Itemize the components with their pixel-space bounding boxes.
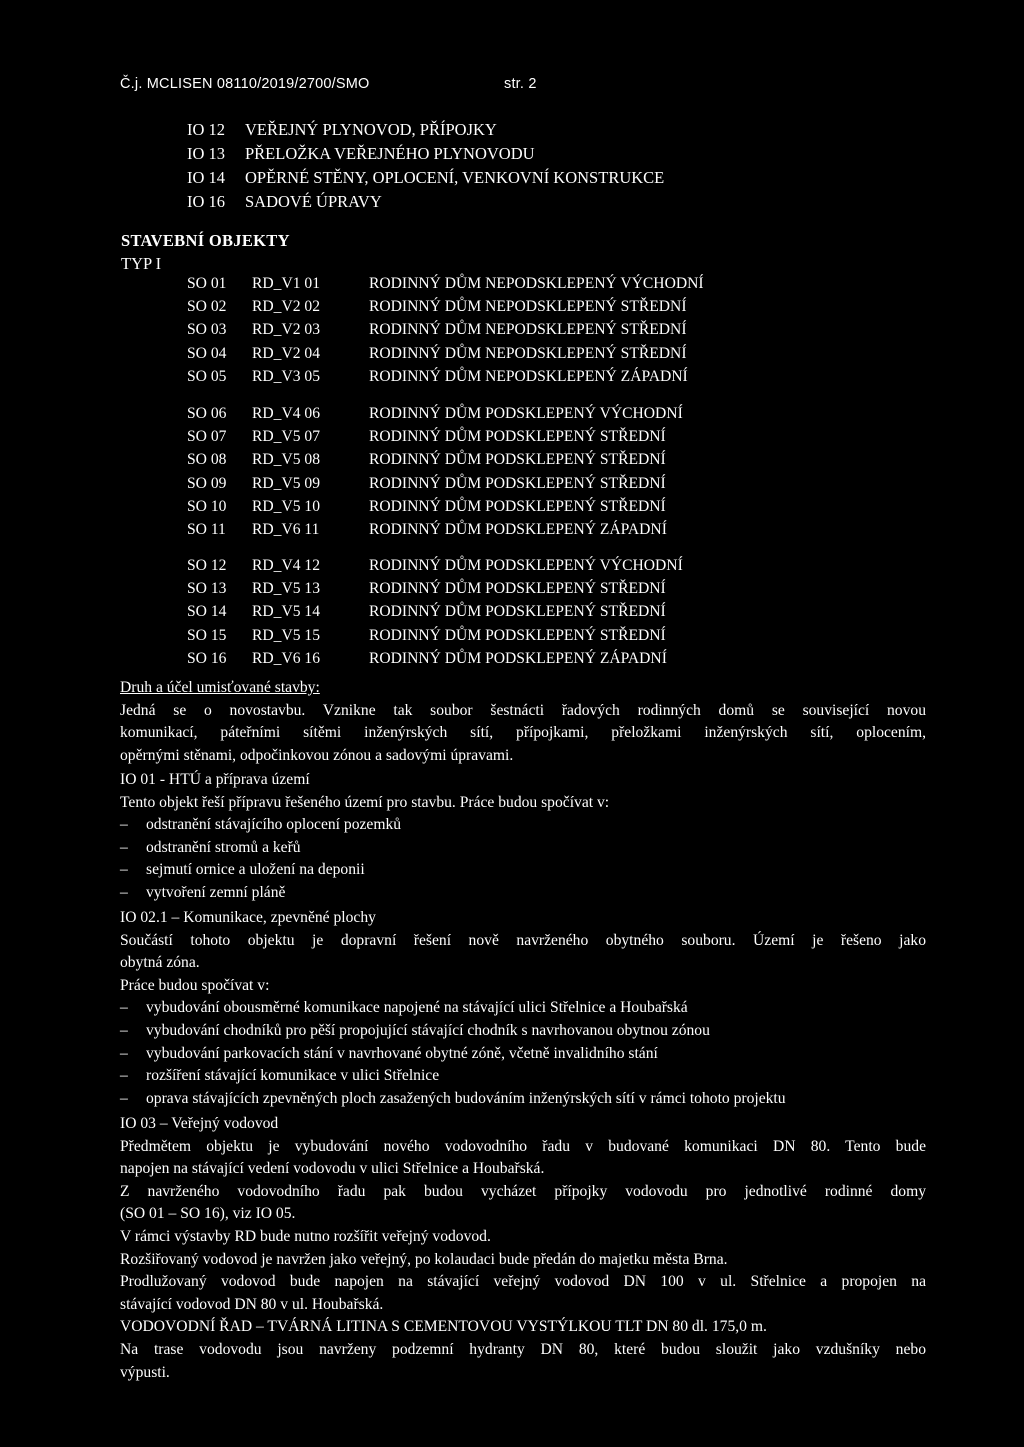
so-code: SO 16 — [187, 649, 227, 667]
io02-heading: IO 02.1 – Komunikace, zpevněné plochy — [120, 909, 376, 926]
io-row — [187, 142, 664, 166]
rd-code: RD_V6 16 — [252, 649, 321, 667]
section-io02 — [120, 907, 926, 1110]
io-code: IO 16 — [187, 192, 226, 211]
so-code: SO 02 — [187, 298, 227, 316]
rd-code: RD_V3 05 — [252, 367, 321, 385]
so-name: RODINNÝ DŮM NEPODSKLEPENÝ ZÁPADNÍ — [369, 367, 688, 385]
so-row — [187, 402, 683, 425]
so-code: SO 10 — [187, 497, 227, 515]
io-list-top — [187, 118, 664, 214]
rd-code: RD_V2 02 — [252, 298, 321, 316]
so-code: SO 09 — [187, 474, 227, 492]
io-name: PŘELOŽKA VEŘEJNÉHO PLYNOVODU — [245, 144, 535, 163]
page-number: str. 2 — [504, 76, 537, 92]
io-code: IO 12 — [187, 120, 226, 139]
paragraph-line: obytná zóna. — [120, 954, 200, 972]
so-row — [187, 342, 704, 365]
so-name: RODINNÝ DŮM PODSKLEPENÝ STŘEDNÍ — [369, 428, 666, 446]
so-row — [187, 600, 683, 623]
so-row — [187, 554, 683, 577]
io01-intro: Tento objekt řeší přípravu řešeného území pro stavbu. Práce budou spočívat v: — [120, 793, 610, 811]
rd-code: RD_V5 15 — [252, 626, 321, 644]
so-row — [187, 318, 704, 341]
io03-heading: IO 03 – Veřejný vodovod — [120, 1115, 279, 1132]
rd-code: RD_V6 11 — [252, 521, 320, 539]
so-name: RODINNÝ DŮM PODSKLEPENÝ VÝCHODNÍ — [369, 557, 683, 574]
so-row — [187, 495, 683, 518]
paragraph-line: Na trase vodovodu jsou navrženy podzemní hydranty DN 80, které budou sloužit jako vzdušníky nebo — [120, 1340, 926, 1358]
io-row — [187, 118, 664, 142]
so-name: RODINNÝ DŮM NEPODSKLEPENÝ STŘEDNÍ — [369, 298, 687, 316]
paragraph-line: V rámci výstavby RD bude nutno rozšířit veřejný vodovod. — [120, 1227, 491, 1245]
so-code: SO 13 — [187, 580, 227, 598]
so-group-1 — [187, 272, 704, 388]
so-code: SO 14 — [187, 603, 227, 621]
paragraph-line: Jedná se o novostavbu. Vznikne tak soubor šestnácti řadových rodinných domů se související novou — [120, 701, 926, 719]
list-item: – odstranění stromů a keřů — [120, 838, 301, 856]
paragraph-line: Prodlužovaný vodovod bude napojen na stávající veřejný vodovod DN 100 v ul. Střelnice a propojen na — [120, 1273, 926, 1291]
list-item: – oprava stávajících zpevněných ploch zasažených budováním inženýrských sítí v rámci tohoto projektu — [120, 1089, 786, 1107]
so-code: SO 05 — [187, 367, 227, 385]
so-code: SO 03 — [187, 321, 227, 339]
paragraph-line: (SO 01 – SO 16), viz IO 05. — [120, 1205, 296, 1223]
rd-code: RD_V5 13 — [252, 580, 321, 598]
so-name: RODINNÝ DŮM NEPODSKLEPENÝ VÝCHODNÍ — [369, 275, 704, 292]
io-code: IO 14 — [187, 168, 226, 187]
so-row — [187, 647, 683, 670]
io-name: SADOVÉ ÚPRAVY — [245, 192, 382, 211]
rd-code: RD_V5 14 — [252, 603, 321, 621]
so-row — [187, 577, 683, 600]
so-name: RODINNÝ DŮM PODSKLEPENÝ ZÁPADNÍ — [369, 521, 667, 539]
so-group-3 — [187, 554, 683, 670]
io-row — [187, 190, 664, 214]
so-code: SO 07 — [187, 428, 227, 446]
so-row — [187, 295, 704, 318]
io-row — [187, 166, 664, 190]
so-group-2 — [187, 402, 683, 541]
so-code: SO 06 — [187, 405, 227, 422]
rd-code: RD_V5 09 — [252, 474, 321, 492]
so-name: RODINNÝ DŮM PODSKLEPENÝ STŘEDNÍ — [369, 580, 666, 598]
rd-code: RD_V5 10 — [252, 497, 321, 515]
list-item: – vybudování parkovacích stání v navrhované obytné zóně, včetně invalidního stání — [120, 1044, 658, 1062]
so-row — [187, 425, 683, 448]
paragraph-line: VODOVODNÍ ŘAD – TVÁRNÁ LITINA S CEMENTOVOU VYSTÝLKOU TLT DN 80 dl. 175,0 m. — [120, 1318, 767, 1336]
io-code: IO 13 — [187, 144, 226, 163]
section-io01 — [120, 769, 926, 905]
so-name: RODINNÝ DŮM PODSKLEPENÝ ZÁPADNÍ — [369, 649, 667, 667]
io-name: VEŘEJNÝ PLYNOVOD, PŘÍPOJKY — [245, 120, 497, 139]
so-code: SO 12 — [187, 557, 227, 574]
so-code: SO 01 — [187, 275, 227, 292]
list-item: – odstranění stávajícího oplocení pozemků — [120, 816, 402, 834]
paragraph-line: napojen na stávající vedení vodovodu v ulici Střelnice a Houbařská. — [120, 1160, 545, 1178]
reference-number: Č.j. MCLISEN 08110/2019/2700/SMO — [120, 76, 370, 92]
section-io03 — [120, 1113, 926, 1384]
list-item: – vytvoření zemní pláně — [120, 883, 286, 901]
list-item: – rozšíření stávající komunikace v ulici Střelnice — [120, 1067, 440, 1085]
rd-code: RD_V2 03 — [252, 321, 321, 339]
paragraph-line: Předmětem objektu je vybudování nového vodovodního řadu v budované komunikaci DN 80. Tento bude — [120, 1137, 926, 1155]
paragraph-line: stávající vodovod DN 80 v ul. Houbařská. — [120, 1295, 384, 1313]
io01-heading: IO 01 - HTÚ a příprava území — [120, 771, 310, 788]
section-druh — [120, 677, 926, 767]
so-name: RODINNÝ DŮM PODSKLEPENÝ STŘEDNÍ — [369, 451, 666, 469]
so-code: SO 04 — [187, 344, 227, 362]
so-name: RODINNÝ DŮM NEPODSKLEPENÝ STŘEDNÍ — [369, 321, 687, 339]
so-row — [187, 624, 683, 647]
paragraph-line: Z navrženého vodovodního řadu pak budou vycházet přípojky vodovodu pro jednotlivé rodinné domy — [120, 1182, 926, 1200]
druh-heading: Druh a účel umisťované stavby: — [120, 679, 320, 696]
rd-code: RD_V4 12 — [252, 557, 321, 574]
so-name: RODINNÝ DŮM PODSKLEPENÝ VÝCHODNÍ — [369, 405, 683, 422]
rd-code: RD_V1 01 — [252, 275, 321, 292]
so-name: RODINNÝ DŮM PODSKLEPENÝ STŘEDNÍ — [369, 603, 666, 621]
so-code: SO 15 — [187, 626, 227, 644]
io02-intro: Práce budou spočívat v: — [120, 976, 270, 994]
so-name: RODINNÝ DŮM PODSKLEPENÝ STŘEDNÍ — [369, 497, 666, 515]
rd-code: RD_V4 06 — [252, 405, 321, 422]
list-item: – sejmutí ornice a uložení na deponii — [120, 861, 365, 879]
paragraph-line: komunikací, páteřními sítěmi inženýrských sítí, přípojkami, přeložkami inženýrských sítí, oplocením, — [120, 724, 926, 742]
section-heading-stavebni-objekty: STAVEBNÍ OBJEKTY — [121, 231, 290, 250]
rd-code: RD_V2 04 — [252, 344, 321, 362]
so-row — [187, 272, 704, 295]
paragraph-line: výpusti. — [120, 1363, 170, 1381]
so-row — [187, 365, 704, 388]
paragraph-line: Rozšiřovaný vodovod je navržen jako veřejný, po kolaudaci bude předán do majetku města Brna. — [120, 1250, 728, 1268]
so-code: SO 08 — [187, 451, 227, 469]
section-subheading-type: TYP I — [121, 254, 162, 273]
rd-code: RD_V5 07 — [252, 428, 321, 446]
io-name: OPĚRNÉ STĚNY, OPLOCENÍ, VENKOVNÍ KONSTRUKCE — [245, 168, 665, 187]
paragraph-line: Součástí tohoto objektu je dopravní řešení nově navrženého obytného souboru. Území je řešeno jako — [120, 931, 926, 949]
so-row — [187, 472, 683, 495]
so-name: RODINNÝ DŮM PODSKLEPENÝ STŘEDNÍ — [369, 626, 666, 644]
so-name: RODINNÝ DŮM NEPODSKLEPENÝ STŘEDNÍ — [369, 344, 687, 362]
so-row — [187, 448, 683, 471]
so-name: RODINNÝ DŮM PODSKLEPENÝ STŘEDNÍ — [369, 474, 666, 492]
so-row — [187, 518, 683, 541]
list-item: – vybudování chodníků pro pěší propojující stávající chodník s navrhovanou obytnou zónou — [120, 1021, 710, 1039]
so-code: SO 11 — [187, 521, 226, 539]
paragraph-line: opěrnými stěnami, odpočinkovou zónou a sadovými úpravami. — [120, 746, 514, 764]
list-item: – vybudování obousměrné komunikace napojené na stávající ulici Střelnice a Houbařská — [120, 999, 688, 1017]
rd-code: RD_V5 08 — [252, 451, 321, 469]
